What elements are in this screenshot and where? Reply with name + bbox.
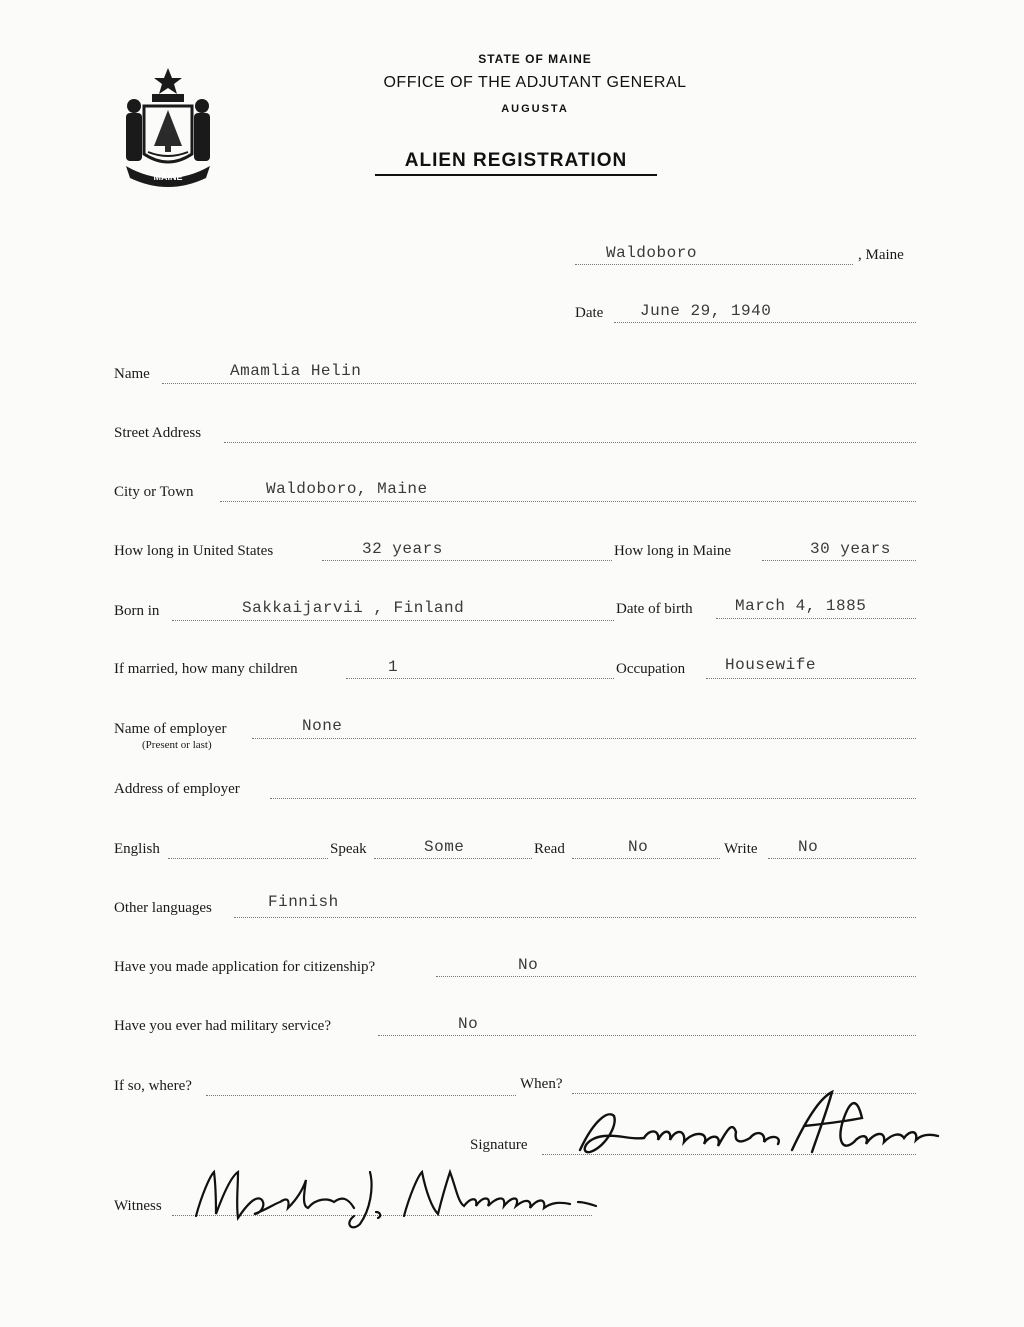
born-line xyxy=(172,620,614,621)
speak-value: Some xyxy=(424,838,465,856)
name-line xyxy=(162,383,916,384)
english-line xyxy=(168,858,328,859)
signature-handwriting xyxy=(560,1080,950,1170)
write-label: Write xyxy=(724,841,758,857)
city-heading: AUGUSTA xyxy=(501,103,569,115)
born-value: Sakkaijarvii , Finland xyxy=(242,599,465,617)
employer-address-line xyxy=(270,798,916,799)
seal-text: MAINE xyxy=(153,172,183,182)
maine-label: , Maine xyxy=(858,247,904,263)
occupation-line xyxy=(706,678,916,679)
city-town-value: Waldoboro, Maine xyxy=(266,480,428,498)
state-heading: STATE OF MAINE xyxy=(478,52,592,66)
military-line xyxy=(378,1035,916,1036)
military-label: Have you ever had military service? xyxy=(114,1018,331,1034)
dob-value: March 4, 1885 xyxy=(735,597,867,615)
military-value: No xyxy=(458,1015,479,1033)
citizenship-value: No xyxy=(518,956,539,974)
children-line xyxy=(346,678,614,679)
employer-address-label: Address of employer xyxy=(114,781,240,797)
write-line xyxy=(768,858,916,859)
street-label: Street Address xyxy=(114,425,202,441)
maine-seal-icon xyxy=(112,66,224,192)
citizenship-line xyxy=(436,976,916,977)
us-years-line xyxy=(322,560,612,561)
speak-label: Speak xyxy=(330,841,367,857)
me-years-label: How long in Maine xyxy=(614,543,732,559)
dob-line xyxy=(716,618,916,619)
read-label: Read xyxy=(534,841,565,857)
read-value: No xyxy=(628,838,649,856)
read-line xyxy=(572,858,720,859)
dob-label: Date of birth xyxy=(616,601,693,617)
date-line xyxy=(614,322,916,323)
street-line xyxy=(224,442,916,443)
occupation-label: Occupation xyxy=(616,661,686,677)
speak-line xyxy=(374,858,532,859)
office-heading: OFFICE OF THE ADJUTANT GENERAL xyxy=(383,74,687,91)
us-years-label: How long in United States xyxy=(114,543,274,559)
town-value: Waldoboro xyxy=(606,244,697,262)
us-years-value: 32 years xyxy=(362,540,443,558)
town-line xyxy=(575,264,853,265)
children-value: 1 xyxy=(388,658,399,676)
date-label: Date xyxy=(575,305,604,321)
occupation-value: Housewife xyxy=(725,656,816,674)
children-label: If married, how many children xyxy=(114,661,298,677)
signature-label: Signature xyxy=(470,1137,528,1153)
witness-handwriting xyxy=(180,1158,610,1238)
born-label: Born in xyxy=(114,603,160,619)
where-line xyxy=(206,1095,516,1096)
english-label: English xyxy=(114,841,160,857)
employer-sublabel: (Present or last) xyxy=(142,739,212,751)
write-value: No xyxy=(798,838,819,856)
name-value: Amamlia Helin xyxy=(230,362,362,380)
me-years-value: 30 years xyxy=(810,540,891,558)
me-years-line xyxy=(762,560,916,561)
city-town-label: City or Town xyxy=(114,484,194,500)
name-label: Name xyxy=(114,366,150,382)
other-languages-label: Other languages xyxy=(114,900,212,916)
when-label: When? xyxy=(520,1076,563,1092)
form-title: ALIEN REGISTRATION xyxy=(375,150,657,176)
city-town-line xyxy=(220,501,916,502)
citizenship-label: Have you made application for citizenship? xyxy=(114,959,376,975)
other-languages-line xyxy=(234,917,916,918)
date-value: June 29, 1940 xyxy=(640,302,772,320)
employer-label: Name of employer xyxy=(114,721,227,737)
employer-value: None xyxy=(302,717,343,735)
witness-label: Witness xyxy=(114,1198,162,1214)
employer-line xyxy=(252,738,916,739)
where-label: If so, where? xyxy=(114,1078,192,1094)
other-languages-value: Finnish xyxy=(268,893,339,911)
